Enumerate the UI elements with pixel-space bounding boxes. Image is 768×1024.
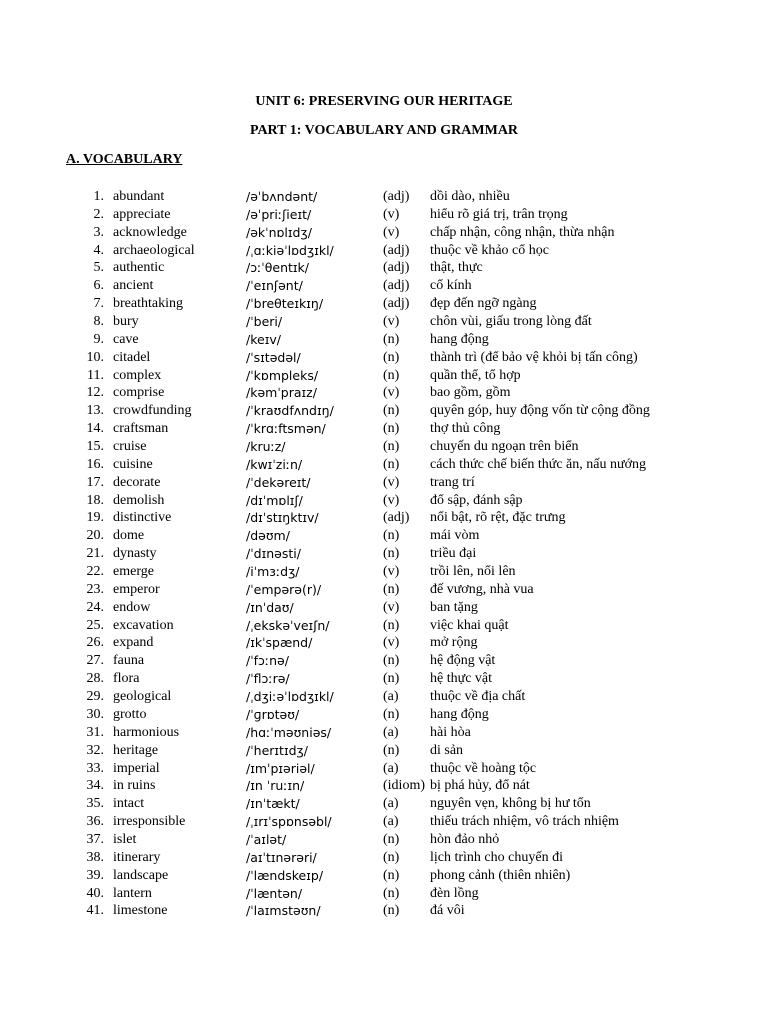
vocabulary-row <box>0 885 768 903</box>
vocabulary-part-of-speech: (a) <box>383 796 399 812</box>
vocabulary-word: lantern <box>113 885 152 901</box>
vocabulary-row <box>0 634 768 652</box>
vocabulary-word: complex <box>113 367 162 383</box>
vocabulary-pronunciation: /ˈkrɑːftsmən/ <box>246 421 326 437</box>
vocabulary-number: 37. <box>86 831 104 847</box>
vocabulary-part-of-speech: (n) <box>383 421 400 437</box>
vocabulary-row <box>0 652 768 670</box>
vocabulary-row <box>0 224 768 242</box>
vocabulary-part-of-speech: (a) <box>383 814 399 830</box>
vocabulary-row <box>0 384 768 402</box>
vocabulary-row <box>0 313 768 331</box>
vocabulary-pronunciation: /dɪˈmɒlɪʃ/ <box>246 492 303 508</box>
vocabulary-word: authentic <box>113 260 165 276</box>
vocabulary-number: 26. <box>86 635 104 651</box>
vocabulary-pronunciation: /ˈherɪtɪdʒ/ <box>246 742 308 758</box>
vocabulary-part-of-speech: (n) <box>383 831 400 847</box>
vocabulary-pronunciation: /dɪˈstɪŋktɪv/ <box>246 510 319 526</box>
vocabulary-number: 10. <box>86 349 104 365</box>
vocabulary-row <box>0 277 768 295</box>
vocabulary-pronunciation: /iˈmɜːdʒ/ <box>246 564 300 580</box>
vocabulary-pronunciation: /ˌɪrɪˈspɒnsəbl/ <box>246 814 332 830</box>
vocabulary-part-of-speech: (v) <box>383 474 400 490</box>
vocabulary-word: appreciate <box>113 206 171 222</box>
vocabulary-row <box>0 545 768 563</box>
vocabulary-meaning: đèn lồng <box>430 885 479 901</box>
vocabulary-pronunciation: /aɪˈtɪnərəri/ <box>246 849 317 865</box>
vocabulary-number: 33. <box>86 760 104 776</box>
vocabulary-number: 16. <box>86 456 104 472</box>
vocabulary-word: dome <box>113 528 145 544</box>
vocabulary-pronunciation: /ˈdekəreɪt/ <box>246 474 311 490</box>
vocabulary-number: 25. <box>86 617 104 633</box>
vocabulary-part-of-speech: (adj) <box>383 278 410 294</box>
vocabulary-part-of-speech: (n) <box>383 367 400 383</box>
vocabulary-pronunciation: /ˈdɪnəsti/ <box>246 546 301 562</box>
vocabulary-word: acknowledge <box>113 224 187 240</box>
vocabulary-part-of-speech: (n) <box>383 546 400 562</box>
vocabulary-part-of-speech: (n) <box>383 528 400 544</box>
vocabulary-meaning: triều đại <box>430 546 477 562</box>
vocabulary-pronunciation: /kwɪˈziːn/ <box>246 456 303 472</box>
vocabulary-pronunciation: /ˌɑːkiəˈlɒdʒɪkl/ <box>246 242 334 258</box>
vocabulary-part-of-speech: (n) <box>383 349 400 365</box>
vocabulary-row <box>0 420 768 438</box>
vocabulary-part-of-speech: (n) <box>383 617 400 633</box>
vocabulary-meaning: chuyến du ngoạn trên biển <box>430 439 579 455</box>
vocabulary-meaning: đổ sập, đánh sập <box>430 492 523 508</box>
vocabulary-part-of-speech: (adj) <box>383 296 410 312</box>
vocabulary-meaning: ban tặng <box>430 599 478 615</box>
vocabulary-row <box>0 295 768 313</box>
vocabulary-row <box>0 706 768 724</box>
vocabulary-meaning: nguyên vẹn, không bị hư tổn <box>430 796 591 812</box>
vocabulary-word: decorate <box>113 474 161 490</box>
vocabulary-meaning: thật, thực <box>430 260 483 276</box>
vocabulary-row <box>0 617 768 635</box>
vocabulary-row <box>0 331 768 349</box>
vocabulary-part-of-speech: (a) <box>383 724 399 740</box>
vocabulary-number: 11. <box>87 367 104 383</box>
vocabulary-number: 27. <box>86 653 104 669</box>
vocabulary-number: 1. <box>93 189 104 204</box>
vocabulary-pronunciation: /ˌekskəˈveɪʃn/ <box>246 617 330 633</box>
vocabulary-part-of-speech: (adj) <box>383 242 410 258</box>
vocabulary-row <box>0 527 768 545</box>
vocabulary-number: 23. <box>86 581 104 597</box>
vocabulary-meaning: thuộc về khảo cổ học <box>430 242 549 258</box>
vocabulary-number: 38. <box>86 849 104 865</box>
vocabulary-meaning: hang động <box>430 706 489 722</box>
vocabulary-word: cruise <box>113 439 147 455</box>
vocabulary-row <box>0 813 768 831</box>
vocabulary-part-of-speech: (a) <box>383 760 399 776</box>
vocabulary-row <box>0 563 768 581</box>
section-heading: A. VOCABULARY <box>66 152 183 167</box>
vocabulary-number: 35. <box>86 796 104 812</box>
vocabulary-meaning: cổ kính <box>430 278 472 294</box>
vocabulary-part-of-speech: (v) <box>383 224 400 240</box>
vocabulary-row <box>0 188 768 206</box>
vocabulary-number: 36. <box>86 814 104 830</box>
vocabulary-pronunciation: /əkˈnɒlɪdʒ/ <box>246 224 312 240</box>
vocabulary-meaning: quần thể, tổ hợp <box>430 367 521 383</box>
vocabulary-word: landscape <box>113 867 169 883</box>
vocabulary-meaning: mở rộng <box>430 635 478 651</box>
vocabulary-number: 3. <box>93 224 104 240</box>
vocabulary-meaning: hiểu rõ giá trị, trân trọng <box>430 206 568 222</box>
vocabulary-pronunciation: /ˈflɔːrə/ <box>246 671 290 687</box>
vocabulary-number: 41. <box>86 903 104 919</box>
vocabulary-row <box>0 688 768 706</box>
vocabulary-row <box>0 206 768 224</box>
vocabulary-meaning: cách thức chế biến thức ăn, nấu nướng <box>430 456 646 472</box>
vocabulary-part-of-speech: (adj) <box>383 510 410 526</box>
vocabulary-pronunciation: /ˈaɪlət/ <box>246 831 287 847</box>
vocabulary-row <box>0 509 768 527</box>
vocabulary-pronunciation: /ˈɡrɒtəʊ/ <box>246 706 300 722</box>
vocabulary-number: 21. <box>86 546 104 562</box>
vocabulary-row <box>0 474 768 492</box>
vocabulary-word: demolish <box>113 492 165 508</box>
vocabulary-part-of-speech: (n) <box>383 331 400 347</box>
vocabulary-pronunciation: /ɪnˈtækt/ <box>246 796 300 812</box>
vocabulary-number: 31. <box>86 724 104 740</box>
vocabulary-meaning: trồi lên, nổi lên <box>430 564 516 580</box>
vocabulary-number: 24. <box>86 599 104 615</box>
vocabulary-meaning: bao gồm, gồm <box>430 385 511 401</box>
vocabulary-number: 7. <box>93 296 104 312</box>
vocabulary-word: craftsman <box>113 421 169 437</box>
vocabulary-meaning: hang động <box>430 331 489 347</box>
vocabulary-number: 4. <box>93 242 104 258</box>
vocabulary-part-of-speech: (n) <box>383 403 400 419</box>
vocabulary-number: 34. <box>86 778 104 794</box>
vocabulary-pronunciation: /ˈkraʊdfʌndɪŋ/ <box>246 403 334 419</box>
vocabulary-row <box>0 242 768 260</box>
vocabulary-pronunciation: /kruːz/ <box>246 439 286 455</box>
vocabulary-number: 32. <box>86 742 104 758</box>
vocabulary-number: 18. <box>86 492 104 508</box>
vocabulary-number: 9. <box>93 331 104 347</box>
vocabulary-pronunciation: /ˈlæntən/ <box>246 885 303 901</box>
vocabulary-pronunciation: /ɪmˈpɪəriəl/ <box>246 760 315 776</box>
vocabulary-pronunciation: /ˈberi/ <box>246 314 283 330</box>
vocabulary-meaning: di sản <box>430 742 464 758</box>
vocabulary-word: emperor <box>113 581 160 597</box>
vocabulary-part-of-speech: (n) <box>383 653 400 669</box>
vocabulary-word: archaeological <box>113 242 195 258</box>
vocabulary-part-of-speech: (n) <box>383 903 400 919</box>
vocabulary-pronunciation: /ɔːˈθentɪk/ <box>246 260 309 276</box>
vocabulary-part-of-speech: (n) <box>383 671 400 687</box>
vocabulary-row <box>0 349 768 367</box>
vocabulary-number: 22. <box>86 564 104 580</box>
vocabulary-pronunciation: /ˈempərə(r)/ <box>246 581 322 597</box>
vocabulary-part-of-speech: (n) <box>383 867 400 883</box>
vocabulary-row <box>0 777 768 795</box>
vocabulary-number: 40. <box>86 885 104 901</box>
vocabulary-word: intact <box>113 796 145 812</box>
vocabulary-word: cave <box>113 331 139 347</box>
vocabulary-word: limestone <box>113 903 168 919</box>
vocabulary-part-of-speech: (a) <box>383 689 399 705</box>
vocabulary-row <box>0 795 768 813</box>
vocabulary-word: dynasty <box>113 546 157 562</box>
vocabulary-word: abundant <box>113 189 165 204</box>
vocabulary-number: 12. <box>86 385 104 401</box>
vocabulary-row <box>0 259 768 277</box>
unit-title: UNIT 6: PRESERVING OUR HERITAGE <box>255 94 513 109</box>
vocabulary-number: 8. <box>93 314 104 330</box>
vocabulary-pronunciation: /ɪkˈspænd/ <box>246 635 313 651</box>
vocabulary-word: excavation <box>113 617 174 633</box>
vocabulary-word: itinerary <box>113 849 161 865</box>
vocabulary-row <box>0 849 768 867</box>
vocabulary-word: in ruins <box>113 778 156 794</box>
vocabulary-row <box>0 492 768 510</box>
vocabulary-row <box>0 742 768 760</box>
vocabulary-part-of-speech: (v) <box>383 564 400 580</box>
vocabulary-word: harmonious <box>113 724 180 740</box>
vocabulary-row <box>0 670 768 688</box>
vocabulary-pronunciation: /əˈpriːʃieɪt/ <box>246 206 312 222</box>
vocabulary-meaning: lịch trình cho chuyến đi <box>430 849 563 865</box>
vocabulary-meaning: đá vôi <box>430 903 465 919</box>
vocabulary-list <box>0 188 768 920</box>
vocabulary-row <box>0 760 768 778</box>
vocabulary-row <box>0 438 768 456</box>
vocabulary-pronunciation: /dəʊm/ <box>246 528 290 544</box>
vocabulary-pronunciation: /əˈbʌndənt/ <box>246 189 318 204</box>
vocabulary-meaning: thuộc về hoàng tộc <box>430 760 537 776</box>
vocabulary-meaning: chấp nhận, công nhận, thừa nhận <box>430 224 615 240</box>
vocabulary-pronunciation: /ɪn ˈruːɪn/ <box>246 778 305 794</box>
vocabulary-part-of-speech: (v) <box>383 385 400 401</box>
vocabulary-part-of-speech: (v) <box>383 206 400 222</box>
vocabulary-pronunciation: /ˈfɔːnə/ <box>246 653 289 669</box>
vocabulary-word: geological <box>113 689 172 705</box>
vocabulary-part-of-speech: (n) <box>383 439 400 455</box>
vocabulary-word: comprise <box>113 385 165 401</box>
vocabulary-meaning: phong cảnh (thiên nhiên) <box>430 867 571 883</box>
vocabulary-meaning: đế vương, nhà vua <box>430 581 534 597</box>
vocabulary-word: grotto <box>113 706 147 722</box>
vocabulary-part-of-speech: (v) <box>383 635 400 651</box>
vocabulary-word: expand <box>113 635 154 651</box>
vocabulary-word: ancient <box>113 278 154 294</box>
vocabulary-number: 29. <box>86 689 104 705</box>
vocabulary-meaning: đẹp đến ngỡ ngàng <box>430 296 537 312</box>
vocabulary-word: breathtaking <box>113 296 183 312</box>
vocabulary-number: 30. <box>86 706 104 722</box>
vocabulary-word: heritage <box>113 742 159 758</box>
vocabulary-part-of-speech: (n) <box>383 849 400 865</box>
vocabulary-word: crowdfunding <box>113 403 192 419</box>
vocabulary-word: emerge <box>113 564 154 580</box>
vocabulary-number: 2. <box>93 206 104 222</box>
vocabulary-number: 13. <box>86 403 104 419</box>
vocabulary-meaning: chôn vùi, giấu trong lòng đất <box>430 314 592 330</box>
vocabulary-word: flora <box>113 671 140 687</box>
vocabulary-meaning: trang trí <box>430 474 475 490</box>
vocabulary-pronunciation: /ˌdʒiːəˈlɒdʒɪkl/ <box>246 689 334 705</box>
vocabulary-part-of-speech: (n) <box>383 581 400 597</box>
vocabulary-word: endow <box>113 599 151 615</box>
vocabulary-meaning: thành trì (để bảo vệ khỏi bị tấn công) <box>430 349 638 365</box>
vocabulary-row <box>0 902 768 920</box>
vocabulary-number: 15. <box>86 439 104 455</box>
vocabulary-part-of-speech: (idiom) <box>383 778 425 794</box>
vocabulary-word: bury <box>113 314 139 330</box>
vocabulary-number: 39. <box>86 867 104 883</box>
vocabulary-row <box>0 581 768 599</box>
vocabulary-pronunciation: /keɪv/ <box>246 331 281 347</box>
vocabulary-pronunciation: /ˈbreθteɪkɪŋ/ <box>246 296 324 312</box>
vocabulary-meaning: thuộc về địa chất <box>430 689 526 705</box>
vocabulary-meaning: mái vòm <box>430 528 480 544</box>
vocabulary-number: 14. <box>86 421 104 437</box>
vocabulary-meaning: thiếu trách nhiệm, vô trách nhiệm <box>430 814 619 830</box>
vocabulary-row <box>0 867 768 885</box>
vocabulary-pronunciation: /ˈeɪnʃənt/ <box>246 278 303 294</box>
vocabulary-part-of-speech: (v) <box>383 492 400 508</box>
vocabulary-row <box>0 367 768 385</box>
vocabulary-number: 5. <box>93 260 104 276</box>
vocabulary-meaning: hệ thực vật <box>430 671 493 687</box>
part-title: PART 1: VOCABULARY AND GRAMMAR <box>249 123 519 138</box>
vocabulary-part-of-speech: (adj) <box>383 189 410 204</box>
vocabulary-meaning: hòn đảo nhỏ <box>430 831 500 847</box>
vocabulary-pronunciation: /ˈlaɪmstəʊn/ <box>246 903 321 919</box>
vocabulary-pronunciation: /kəmˈpraɪz/ <box>246 385 317 401</box>
vocabulary-meaning: hài hòa <box>430 724 471 740</box>
vocabulary-pronunciation: /hɑːˈməʊniəs/ <box>246 724 332 740</box>
vocabulary-number: 28. <box>86 671 104 687</box>
vocabulary-meaning: dồi dào, nhiều <box>430 189 510 204</box>
vocabulary-row <box>0 456 768 474</box>
vocabulary-row <box>0 724 768 742</box>
vocabulary-part-of-speech: (n) <box>383 885 400 901</box>
vocabulary-part-of-speech: (n) <box>383 742 400 758</box>
vocabulary-pronunciation: /ˈlændskeɪp/ <box>246 867 324 883</box>
vocabulary-part-of-speech: (v) <box>383 314 400 330</box>
vocabulary-row <box>0 831 768 849</box>
vocabulary-meaning: quyên góp, huy động vốn từ cộng đồng <box>430 403 650 419</box>
vocabulary-word: distinctive <box>113 510 172 526</box>
vocabulary-word: cuisine <box>113 456 153 472</box>
vocabulary-word: irresponsible <box>113 814 186 830</box>
vocabulary-meaning: thợ thủ công <box>430 421 501 437</box>
vocabulary-part-of-speech: (n) <box>383 706 400 722</box>
vocabulary-meaning: nổi bật, rõ rệt, đặc trưng <box>430 510 566 526</box>
vocabulary-row <box>0 599 768 617</box>
vocabulary-word: citadel <box>113 349 151 365</box>
vocabulary-meaning: việc khai quật <box>430 617 509 633</box>
vocabulary-part-of-speech: (v) <box>383 599 400 615</box>
vocabulary-pronunciation: /ˈsɪtədəl/ <box>246 349 301 365</box>
vocabulary-number: 20. <box>86 528 104 544</box>
vocabulary-word: fauna <box>113 653 145 669</box>
vocabulary-number: 19. <box>86 510 104 526</box>
vocabulary-word: imperial <box>113 760 160 776</box>
vocabulary-meaning: hệ động vật <box>430 653 496 669</box>
vocabulary-pronunciation: /ˈkɒmpleks/ <box>246 367 319 383</box>
vocabulary-part-of-speech: (n) <box>383 456 400 472</box>
vocabulary-row <box>0 402 768 420</box>
vocabulary-number: 6. <box>93 278 104 294</box>
vocabulary-word: islet <box>113 831 137 847</box>
vocabulary-part-of-speech: (adj) <box>383 260 410 276</box>
vocabulary-number: 17. <box>86 474 104 490</box>
vocabulary-pronunciation: /ɪnˈdaʊ/ <box>246 599 294 615</box>
vocabulary-meaning: bị phá hủy, đổ nát <box>430 778 530 794</box>
